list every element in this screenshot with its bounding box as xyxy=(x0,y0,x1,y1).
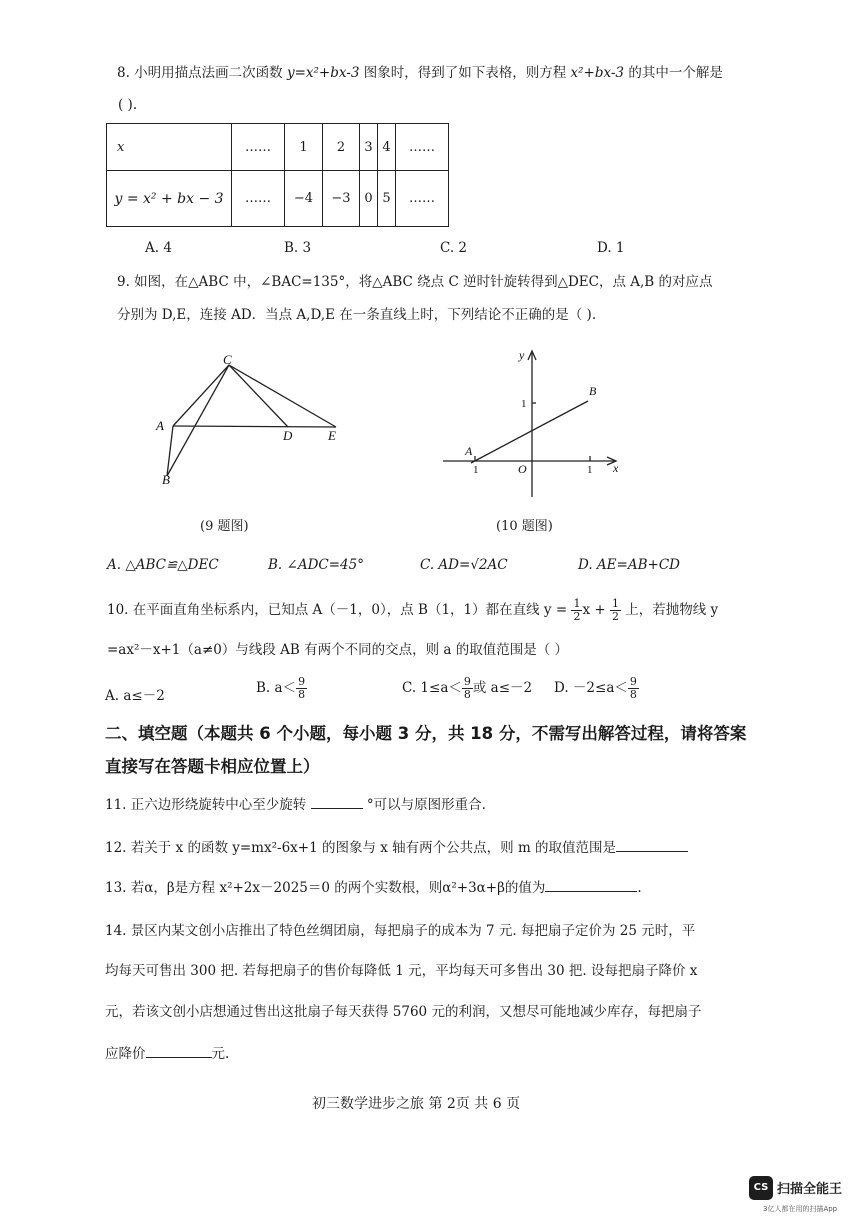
option-fraction xyxy=(296,676,307,701)
q8-option-b: B. 3 xyxy=(284,240,312,256)
table-cell: …… xyxy=(396,124,449,171)
fraction-denominator: 8 xyxy=(298,688,306,701)
q8-text-c: 的其中一个解是 xyxy=(624,65,723,81)
q8-option-d: D. 1 xyxy=(597,240,625,256)
fig9-label-e: E xyxy=(328,428,336,443)
fig10-label-b: B xyxy=(589,384,597,398)
table-cell: x xyxy=(107,124,232,171)
q10-option-c xyxy=(402,676,532,701)
q10-figure xyxy=(435,345,630,500)
table-cell: 3 xyxy=(360,124,378,171)
page-footer: 初三数学进步之旅 第 2页 共 6 页 xyxy=(312,1096,521,1112)
q9-line2: 分别为 D,E，连接 AD．当点 A,D,E 在一条直线上时，下列结论不正确的是（ ). xyxy=(117,307,597,323)
q9-figure xyxy=(150,350,350,490)
q9-option-b: B. ∠ADC=45° xyxy=(268,557,364,573)
q9-option-c: C. AD=√2AC xyxy=(420,557,508,573)
q10-line1 xyxy=(107,598,718,623)
option-text-tail: 或 a≤－2 xyxy=(472,680,533,696)
q8-function: y=x²+bx-3 xyxy=(286,65,360,81)
fraction-numerator: 9 xyxy=(298,675,306,688)
q9-figure-caption: (9 题图) xyxy=(200,519,249,534)
q14-line3: 元，若该文创小店想通过售出这批扇子每天获得 5760 元的利润，又想尽可能地减少库存，每把扇子 xyxy=(105,1004,702,1020)
fraction-numerator: 9 xyxy=(629,675,637,688)
fig9-label-c: C xyxy=(223,352,232,367)
q10-option-b xyxy=(256,676,307,701)
table-cell: …… xyxy=(232,124,285,171)
q14-line4 xyxy=(105,1045,229,1063)
table-cell: 1 xyxy=(285,124,323,171)
option-text: B. a＜ xyxy=(256,680,297,696)
q8-value-table xyxy=(106,123,449,227)
q11-text-a: 11. 正六边形绕旋转中心至少旋转 xyxy=(105,797,311,813)
q12-answer-blank[interactable] xyxy=(616,839,688,852)
q14-answer-blank[interactable] xyxy=(146,1045,212,1058)
table-row xyxy=(107,171,449,227)
fraction-denominator: 8 xyxy=(629,688,637,701)
q11-text-b: °可以与原图形重合. xyxy=(362,797,486,813)
q11 xyxy=(105,796,486,814)
q12-text: 12. 若关于 x 的函数 y=mx²-6x+1 的图象与 x 轴有两个公共点，则 m 的取值范围是 xyxy=(105,840,617,856)
q10-fraction-2 xyxy=(610,598,621,623)
table-cell: −4 xyxy=(285,171,323,227)
q10-text-c: 上，若抛物线 y xyxy=(620,602,719,618)
q8-option-c: C. 2 xyxy=(440,240,468,256)
table-cell: y = x² + bx − 3 xyxy=(107,171,232,227)
q10-text-a: 10. 在平面直角坐标系内，已知点 A（－1，0），点 B（1，1）都在直线 y = xyxy=(107,602,572,618)
table-cell: 4 xyxy=(378,124,396,171)
q13-text: 13. 若α，β是方程 x²+2x－2025＝0 的两个实数根，则α²+3α+β的值为 xyxy=(105,880,546,896)
q14-line1: 14. 景区内某文创小店推出了特色丝绸团扇，每把扇子的成本为 7 元. 每把扇子定价为 25 元时，平 xyxy=(105,923,696,939)
table-cell: −3 xyxy=(323,171,360,227)
q10-fraction-1 xyxy=(571,598,582,623)
fig10-tick-y1: 1 xyxy=(521,398,527,410)
q10-option-a: A. a≤－2 xyxy=(105,688,165,704)
fraction-denominator: 2 xyxy=(573,610,581,623)
q10-text-b: x + xyxy=(582,602,610,618)
section-2-heading-line1: 二、填空题（本题共 6 个小题，每小题 3 分，共 18 分，不需写出解答过程，请将答案 xyxy=(105,724,747,743)
q10-figure-caption: (10 题图) xyxy=(496,519,553,534)
q13-answer-blank[interactable] xyxy=(545,879,637,892)
fig10-label-x: x xyxy=(613,461,619,475)
fig9-label-a: A xyxy=(156,418,164,433)
q14-line2: 均每天可售出 300 把. 若每把扇子的售价每降低 1 元，平均每天可多售出 30 把. 设每把扇子降价 x xyxy=(105,963,698,979)
table-row xyxy=(107,124,449,171)
q8-answer-paren: ( ). xyxy=(118,97,138,113)
fig10-line-ab xyxy=(471,401,588,463)
camscanner-logo: CS xyxy=(749,1176,773,1200)
fig10-label-o: O xyxy=(518,462,527,476)
table-cell: …… xyxy=(396,171,449,227)
q8-option-a: A. 4 xyxy=(145,240,172,256)
q8-text-a: 8. 小明用描点法画二次函数 xyxy=(117,65,287,81)
q12 xyxy=(105,839,688,857)
watermark-title: 扫描全能王 xyxy=(777,1182,843,1197)
q9-option-d: D. AE=AB+CD xyxy=(578,557,680,573)
q11-answer-blank[interactable] xyxy=(311,796,363,809)
table-cell: 5 xyxy=(378,171,396,227)
table-cell: 0 xyxy=(360,171,378,227)
fig9-label-d: D xyxy=(283,428,293,443)
fraction-denominator: 2 xyxy=(611,610,619,623)
q14-text-b: 元. xyxy=(211,1046,230,1062)
option-fraction xyxy=(462,676,473,701)
q10-option-d xyxy=(554,676,639,701)
option-text: D. －2≤a＜ xyxy=(554,680,628,696)
watermark-subtitle: 3亿人都在用的扫描App xyxy=(763,1205,838,1213)
fraction-denominator: 8 xyxy=(463,688,471,701)
q8-line1 xyxy=(117,64,723,82)
section-2-heading-line2: 直接写在答题卡相应位置上） xyxy=(105,757,320,776)
fig10-tick-x1: 1 xyxy=(587,464,593,476)
q8-equation: x²+bx-3 xyxy=(570,65,625,81)
fig10-label-a: A xyxy=(465,444,473,458)
q10-line2: =ax²－x+1（a≠0）与线段 AB 有两个不同的交点，则 a 的取值范围是（ ） xyxy=(107,642,569,658)
q14-text-a: 应降价 xyxy=(105,1046,146,1062)
fraction-numerator: 1 xyxy=(573,597,581,610)
option-text: C. 1≤a＜ xyxy=(402,680,462,696)
fig10-label-y: y xyxy=(519,348,525,362)
q13-text-end: . xyxy=(637,880,642,896)
q13 xyxy=(105,879,642,897)
option-fraction xyxy=(628,676,639,701)
q9-option-a: A. △ABC≌△DEC xyxy=(107,557,219,573)
q9-line1: 9. 如图，在△ABC 中，∠BAC=135°，将△ABC 绕点 C 逆时针旋转得到△DEC，点 A,B 的对应点 xyxy=(117,274,713,290)
table-cell: …… xyxy=(232,171,285,227)
fig9-label-b: B xyxy=(162,472,170,487)
fraction-numerator: 1 xyxy=(611,597,619,610)
fig10-tick-xneg1: 1 xyxy=(473,464,479,476)
fraction-numerator: 9 xyxy=(463,675,471,688)
q8-text-b: 图象时，得到了如下表格，则方程 xyxy=(359,65,571,81)
table-cell: 2 xyxy=(323,124,360,171)
